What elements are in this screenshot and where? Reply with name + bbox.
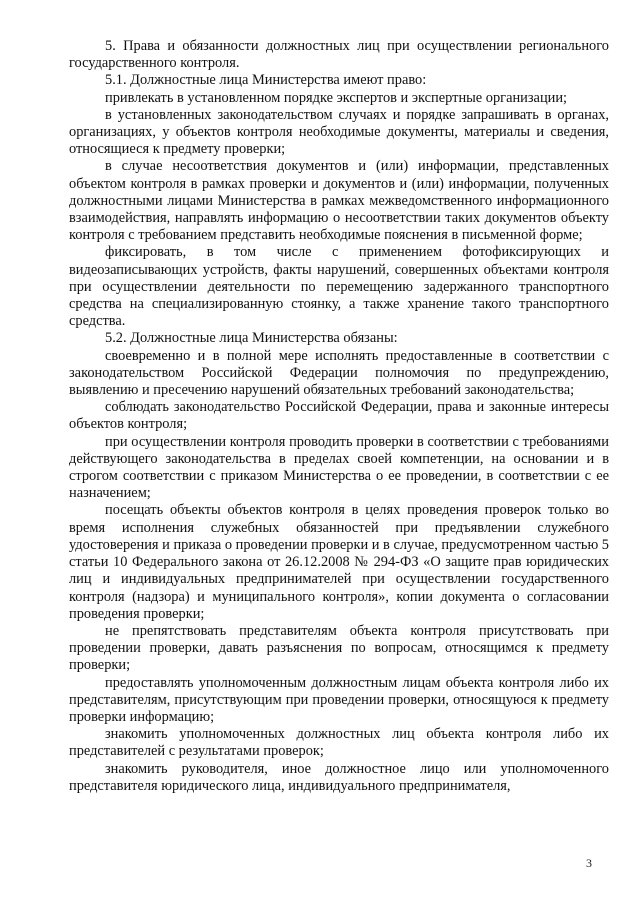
section-heading-5: 5. Права и обязанности должностных лиц при осуществлении регионального государственного контроля. — [69, 38, 609, 72]
subsection-heading-5-1: 5.1. Должностные лица Министерства имеют право: — [105, 72, 427, 89]
page-number: 3 — [586, 856, 592, 870]
paragraph: фиксировать, в том числе с применением фотофиксирующих и видеозаписывающих устройств, факты нарушений, совершенных объектами контроля при осуществлении деятельности по перемещению задержанного транспортного средства на специализированную стоянку, а также хранение такого транспортного средства. — [69, 244, 609, 330]
paragraph: знакомить уполномоченных должностных лиц объекта контроля либо их представителей с результатами проверок; — [69, 726, 609, 760]
paragraph: своевременно и в полной мере исполнять предоставленные в соответствии с законодательством Российской Федерации полномочия по предупреждению, выявлению и пресечению нарушений обязательных требований законодательства; — [69, 347, 609, 399]
paragraph: предоставлять уполномоченным должностным лицам объекта контроля либо их представителям, присутствующим при проведении проверки, относящуюся к предмету проверки информацию; — [69, 674, 609, 725]
paragraph: посещать объекты объектов контроля в целях проведения проверок только во время исполнения служебных обязанностей при предъявлении служебного удостоверения и приказа о проведении проверки и в случае, предусмотренном частью 5 статьи 10 Федерального закона от 26.12.2008 № 294-ФЗ «О защите прав юридических лиц и индивидуальных предпринимателей при осуществлении государственного контроля (надзора) и муниципального контроля», копии документа о согласовании проведения проверки; — [69, 502, 610, 622]
paragraph: в случае несоответствия документов и (или) информации, представленных объектом контроля в рамках проверки и документов и (или) информации, полученных должностными лицами Министерства в рамках межведомственного информационного взаимодействия, направлять информацию о несоответствии таких документов объекту контроля с требованием представить необходимые пояснения в письменной форме; — [69, 158, 609, 244]
subsection-heading-5-2: 5.2. Должностные лица Министерства обязаны: — [105, 330, 398, 347]
document-body — [69, 38, 609, 795]
paragraph: не препятствовать представителям объекта контроля присутствовать при проведении проверки, давать разъяснения по вопросам, относящимся к предмету проверки; — [69, 622, 609, 674]
paragraph: при осуществлении контроля проводить проверки в соответствии с требованиями действующего законодательства в пределах своей компетенции, на основании и в строгом соответствии с приказом Министерства о ее проведении, в соответствии с ее назначением; — [69, 433, 609, 502]
paragraph: в установленных законодательством случаях и порядке запрашивать в органах, организациях, у объектов контроля необходимые документы, материалы и сведения, относящиеся к предмету проверки; — [69, 106, 609, 158]
paragraph: знакомить руководителя, иное должностное лицо или уполномоченного представителя юридического лица, индивидуального предпринимателя, — [69, 760, 609, 794]
paragraph: привлекать в установленном порядке экспертов и экспертные организации; — [105, 89, 568, 106]
paragraph: соблюдать законодательство Российской Федерации, права и законные интересы объектов контроля; — [69, 399, 609, 433]
